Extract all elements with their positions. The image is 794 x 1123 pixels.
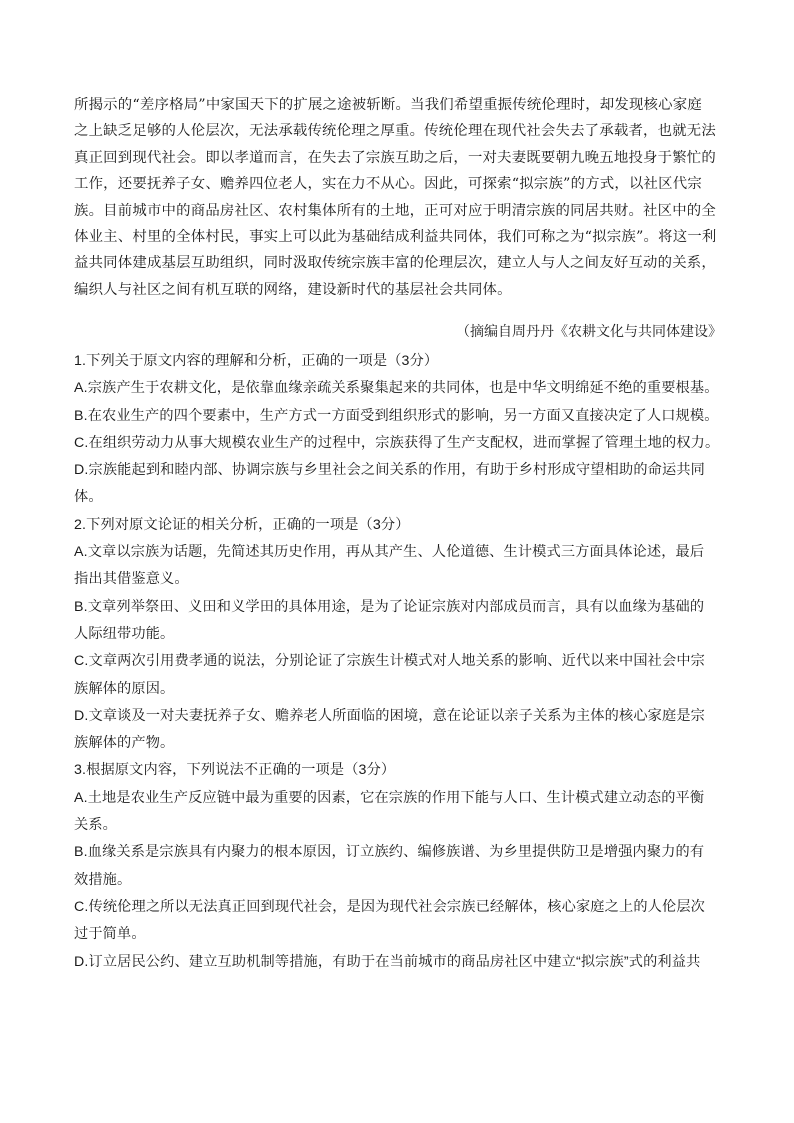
option-line: D.订立居民公约、建立互助机制等措施，有助于在当前城市的商品房社区中建立“拟宗族”式的利益共 [74, 953, 701, 970]
option-line: 体。 [74, 489, 103, 506]
option-line: A.文章以宗族为话题，先简述其历史作用，再从其产生、人伦道德、生计模式三方面具体论述，最后 [74, 544, 705, 561]
option-line: 族解体的产物。 [74, 735, 175, 752]
option-line: C.传统伦理之所以无法真正回到现代社会，是因为现代社会宗族已经解体，核心家庭之上的人伦层次 [74, 898, 706, 915]
passage-line: 体业主、村里的全体村民，事实上可以此为基础结成利益共同体，我们可称之为“拟宗族”。将这一利 [74, 228, 717, 245]
source-citation: （摘编自周丹丹《农耕文化与共同体建设》 [456, 323, 722, 339]
question-stem: 2.下列对原文论证的相关分析，正确的一项是（3分） [74, 516, 410, 533]
option-line: 关系。 [74, 817, 118, 834]
option-line: D.文章谈及一对夫妻抚养子女、赡养老人所面临的困境，意在论证以亲子关系为主体的核心家庭是宗 [74, 707, 706, 724]
passage-line: 族。目前城市中的商品房社区、农村集体所有的土地，正可对应于明清宗族的同居共财。社区中的全 [74, 202, 716, 219]
option-line: C.文章两次引用费孝通的说法，分别论证了宗族生计模式对人地关系的影响、近代以来中国社会中宗 [74, 653, 706, 670]
option-line: B.在农业生产的四个要素中，生产方式一方面受到组织形式的影响，另一方面又直接决定了人口规模。 [74, 407, 719, 424]
passage-line: 工作，还要抚养子女、赡养四位老人，实在力不从心。因此，可探索“拟宗族”的方式，以社区代宗 [74, 176, 702, 193]
option-line: 过于简单。 [74, 926, 146, 943]
passage-line: 真正回到现代社会。即以孝道而言，在失去了宗族互助之后，一对夫妻既要朝九晚五地投身于繁忙的 [74, 149, 716, 166]
passage-line: 益共同体建成基层互助组织，同时汲取传统宗族丰富的伦理层次，建立人与人之间友好互动的关系， [74, 255, 716, 272]
question-stem: 1.下列关于原文内容的理解和分析，正确的一项是（3分） [74, 353, 439, 369]
passage-line: 所揭示的“差序格局”中家国天下的扩展之途被斩断。当我们希望重振传统伦理时，却发现核心家庭 [74, 97, 702, 113]
questions [74, 348, 726, 976]
passage [74, 92, 722, 303]
option-line: D.宗族能起到和睦内部、协调宗族与乡里社会之间关系的作用，有助于乡村形成守望相助的命运共同 [74, 462, 706, 479]
option-line: 人际纽带功能。 [74, 625, 175, 642]
option-line: 指出其借鉴意义。 [74, 571, 189, 588]
option-line: A.土地是农业生产反应链中最为重要的因素，它在宗族的作用下能与人口、生计模式建立动态的平衡 [74, 789, 705, 806]
option-line: A.宗族产生于农耕文化，是依靠血缘亲疏关系聚集起来的共同体，也是中华文明绵延不绝的重要根基。 [74, 380, 719, 397]
option-line: C.在组织劳动力从事大规模农业生产的过程中，宗族获得了生产支配权，进而掌握了管理土地的权力。 [74, 434, 720, 451]
passage-line: 编织人与社区之间有机互联的网络，建设新时代的基层社会共同体。 [74, 281, 512, 298]
option-line: 族解体的原因。 [74, 680, 175, 697]
passage-line: 之上缺乏足够的人伦层次，无法承载传统伦理之厚重。传统伦理在现代社会失去了承载者，也就无法 [74, 123, 716, 140]
option-line: B.文章列举祭田、义田和义学田的具体用途，是为了论证宗族对内部成员而言，具有以血缘为基础的 [74, 598, 705, 615]
option-line: B.血缘关系是宗族具有内聚力的根本原因，订立族约、编修族谱、为乡里提供防卫是增强内聚力的有 [74, 844, 705, 861]
question-stem: 3.根据原文内容，下列说法不正确的一项是（3分） [74, 762, 396, 779]
option-line: 效措施。 [74, 871, 132, 888]
